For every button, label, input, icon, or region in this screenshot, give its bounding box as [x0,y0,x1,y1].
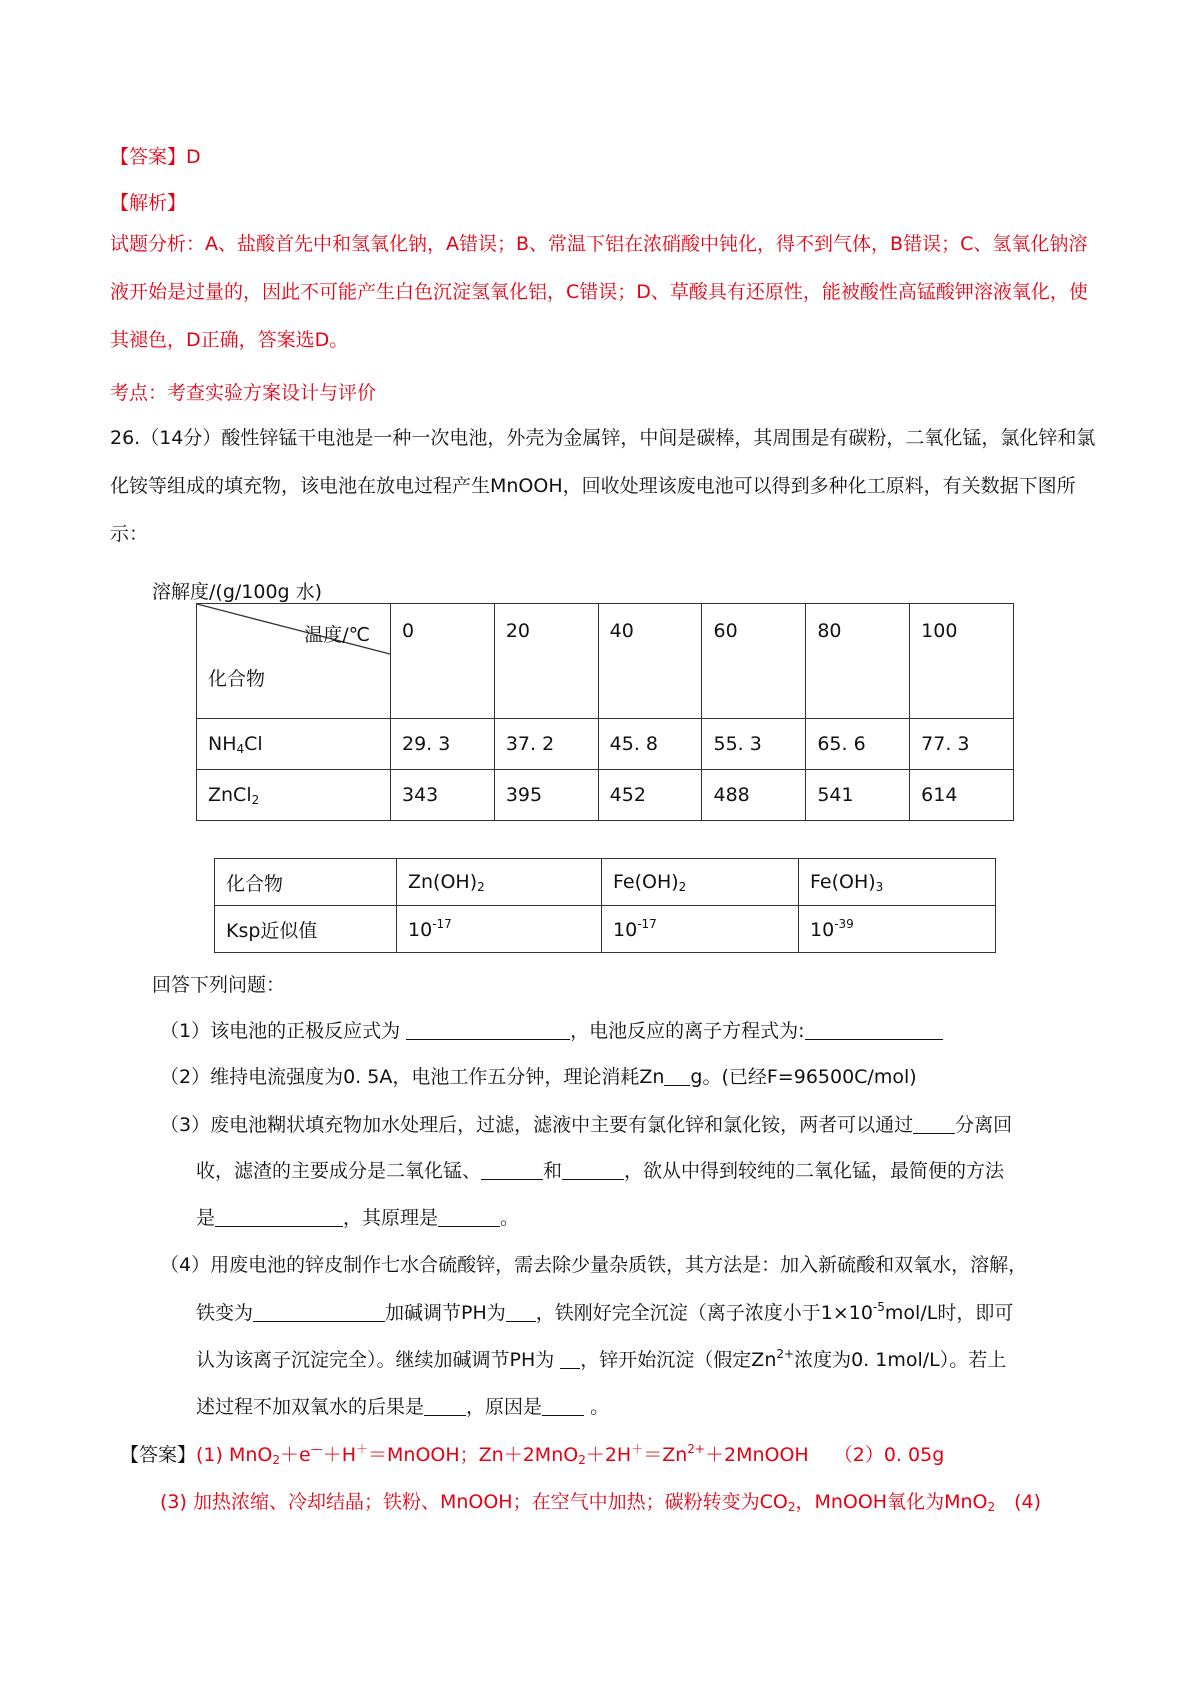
q26-intro: 26.（14分）酸性锌锰干电池是一种一次电池，外壳为金属锌，中间是碳棒，其周围是有碳粉，二氧化锰，氯化锌和氯化铵等组成的填充物，该电池在放电过程产生MnOOH，回收处理该废电池可以得到多种化工原料，有关数据下图所示： [110,427,1096,545]
answer-26-line-2: (3) 加热浓缩、冷却结晶；铁粉、MnOOH；在空气中加热；碳粉转变为$CO_2$，MnOOH氧化为MnO$_2$ (4) [160,1491,1042,1514]
solubility-cell: 55. 3 [702,719,806,770]
solubility-table [196,603,1014,821]
solubility-header-row [197,604,1014,719]
answer-blank[interactable] [215,1206,343,1227]
prev-answer [110,142,1100,169]
answer-26-text: (1) MnO$_2$＋e—＋H＋＝MnOOH；$Zn+2MnO_2+2H^+=Zn^{2+}+2MnOOH$ （2）0. 05g [196,1442,945,1467]
solubility-cell: 45. 8 [598,719,702,770]
question-part-4: （4）用废电池的锌皮制作七水合硫酸锌，需去除少量杂质铁，其方法是：加入新硫酸和双氧水，溶解， [160,1254,1028,1276]
answer-blank[interactable] [424,1395,466,1416]
question-part-4-line-3: 认为该离子沉淀完全）。继续加碱调节PH为 ，锌开始沉淀（假定$Zn^{2+}$浓度为0. 1mol/L）。若上 [196,1347,1007,1371]
answer-blank[interactable] [560,1348,580,1369]
compound-name: ZnCl$_2$ [197,770,391,821]
solubility-cell: 452 [598,770,702,821]
solubility-cell: 77. 3 [910,719,1014,770]
compound-name: $NH_4Cl$ [197,719,391,770]
table1-caption: 溶解度/(g/100g 水) [152,581,323,603]
solubility-cell: 65. 6 [806,719,910,770]
temp-cell: 100 [910,604,1014,719]
solubility-cell: 395 [494,770,598,821]
answer-value: D [186,146,201,168]
ksp-label-cell: Ksp近似值 [215,906,397,953]
solubility-cell: 343 [391,770,495,821]
question-part-4-line-2: 铁变为 加碱调节PH为 ，铁刚好完全沉淀（离子浓度小于$1\times 10^{-5}mol/L$时，即可 [196,1300,1014,1324]
temp-cell: 0 [391,604,495,719]
answer-blank[interactable] [542,1395,584,1416]
answer-blank[interactable] [506,1301,536,1322]
solubility-cell: 614 [910,770,1014,821]
answer-label: 【答案】 [110,146,187,168]
answer-blank[interactable] [664,1065,690,1086]
ksp-header-cell: 化合物 [215,859,397,906]
question-part-3-line-3: 是 ，其原理是 。 [196,1207,520,1229]
table-row [215,906,996,953]
ksp-value-cell: $10^{-39}$ [799,906,996,953]
solubility-cell: 37. 2 [494,719,598,770]
hydroxide-cell: $Zn(OH)_2$ [397,859,602,906]
question-part-3-line-2: 收，滤渣的主要成分是二氧化锰、 和 ，欲从中得到较纯的二氧化锰，最简便的方法 [196,1160,1005,1182]
answer-blank[interactable] [253,1301,385,1322]
answer-blank[interactable] [406,1019,570,1040]
answer-blank[interactable] [913,1113,955,1134]
temp-cell: 60 [702,604,806,719]
temperature-header: 温度/℃ [304,624,370,646]
solubility-cell: 29. 3 [391,719,495,770]
table-row [197,770,1014,821]
compound-header: 化合物 [208,668,266,690]
answer-blank[interactable] [438,1206,500,1227]
ksp-value-cell: $10^{-17}$ [602,906,799,953]
kaodian-text: 考点：考查实验方案设计与评价 [110,382,377,404]
question-part-3: （3）废电池糊状填充物加水处理后，过滤，滤液中主要有氯化锌和氯化铵，两者可以通过 分离回 [160,1114,1013,1136]
table-row [215,859,996,906]
table-row [197,719,1014,770]
solubility-cell: 488 [702,770,806,821]
ksp-table [214,858,996,953]
question-part-4-line-4: 述过程不加双氧水的后果是 ，原因是 。 [196,1396,610,1418]
diagonal-header-cell [197,604,391,719]
answer-blank[interactable] [562,1159,624,1180]
temp-cell: 20 [494,604,598,719]
ksp-value-cell: $10^{-17}$ [397,906,602,953]
hydroxide-cell: $Fe(OH)_3$ [799,859,996,906]
analysis-text: 试题分析：A、盐酸首先中和氢氧化钠，A错误；B、常温下铝在浓硝酸中钝化，得不到气体，B错误；C、氢氧化钠溶液开始是过量的，因此不可能产生白色沉淀氢氧化铝，C错误；D、草酸具有还原性，能被酸性高锰酸钾溶液氧化，使其褪色，D正确，答案选D。 [110,233,1088,351]
hydroxide-cell: $Fe(OH)_2$ [602,859,799,906]
answer-26-line-1 [120,1440,1110,1467]
question-part-1: （1）该电池的正极反应式为 ，电池反应的离子方程式为: [160,1016,1150,1043]
analysis-label: 【解析】 [110,192,187,214]
temp-cell: 40 [598,604,702,719]
answer-prompt: 回答下列问题： [152,974,286,996]
temp-cell: 80 [806,604,910,719]
question-part-2: （2）维持电流强度为0. 5A，电池工作五分钟，理论消耗Zn g。(已经F=96500C/mol) [160,1066,917,1088]
answer-blank[interactable] [805,1019,943,1040]
solubility-cell: 541 [806,770,910,821]
answer-blank[interactable] [481,1159,543,1180]
answer-label: 【答案】 [120,1444,197,1466]
